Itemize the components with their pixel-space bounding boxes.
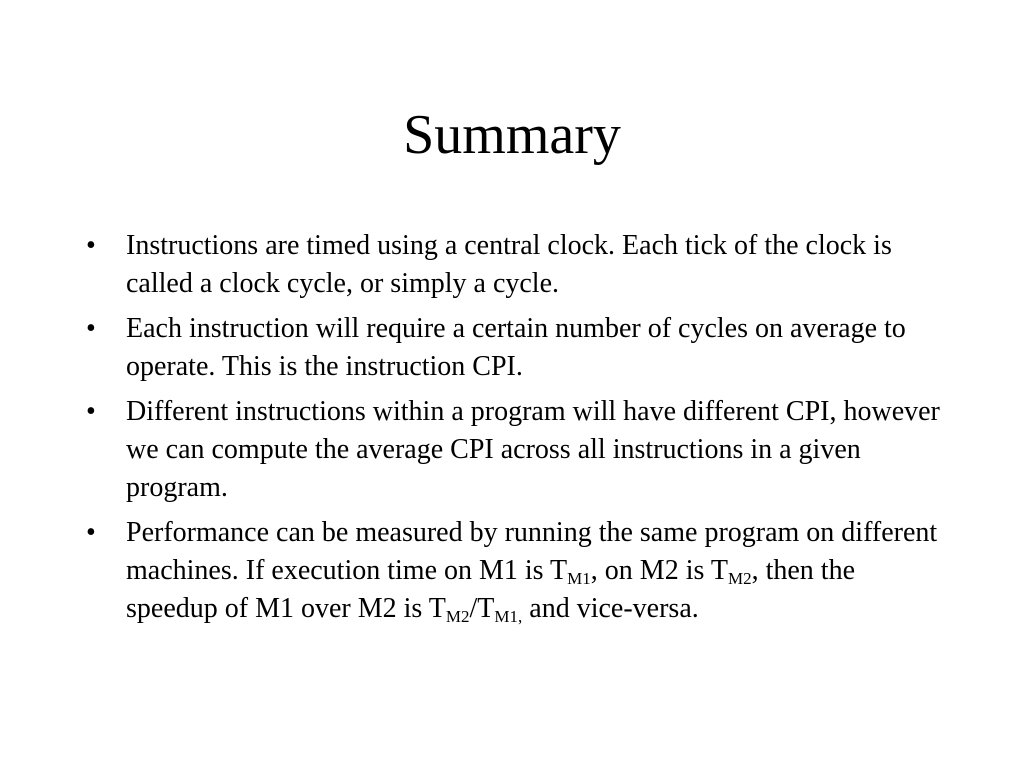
bullet-item [86,393,946,507]
bullet-dot-icon: • [86,396,96,427]
text-segment: Performance can be measured by running the same program on different machines. If execution time on M1 is T [126,517,938,586]
subscript-m1: M1, [494,607,523,626]
bullet-text [126,517,937,624]
slide-title: Summary [403,104,621,166]
bullet-list [86,227,946,635]
text-segment: , on M2 is T [590,555,728,586]
bullet-dot-icon: • [86,313,96,344]
text-segment: /T [469,593,495,624]
bullet-dot-icon: • [86,230,96,261]
subscript-m2: M2 [727,569,752,588]
bullet-item [86,514,946,628]
subscript-m2: M2 [445,607,470,626]
bullet-text: Different instructions within a program will have different CPI, however we can compute the average CPI across all instructions in a given program. [126,396,940,503]
bullet-dot-icon: • [86,517,96,548]
text-segment: and vice-versa. [522,593,699,624]
bullet-text: Instructions are timed using a central clock. Each tick of the clock is called a clock cycle, or simply a cycle. [126,230,892,299]
subscript-m1: M1 [567,569,591,588]
bullet-item [86,310,946,386]
bullet-text: Each instruction will require a certain number of cycles on average to operate. This is the instruction CPI. [126,313,906,382]
text-segment: , then the speedup of M1 over M2 is T [126,555,856,624]
bullet-item [86,227,946,303]
